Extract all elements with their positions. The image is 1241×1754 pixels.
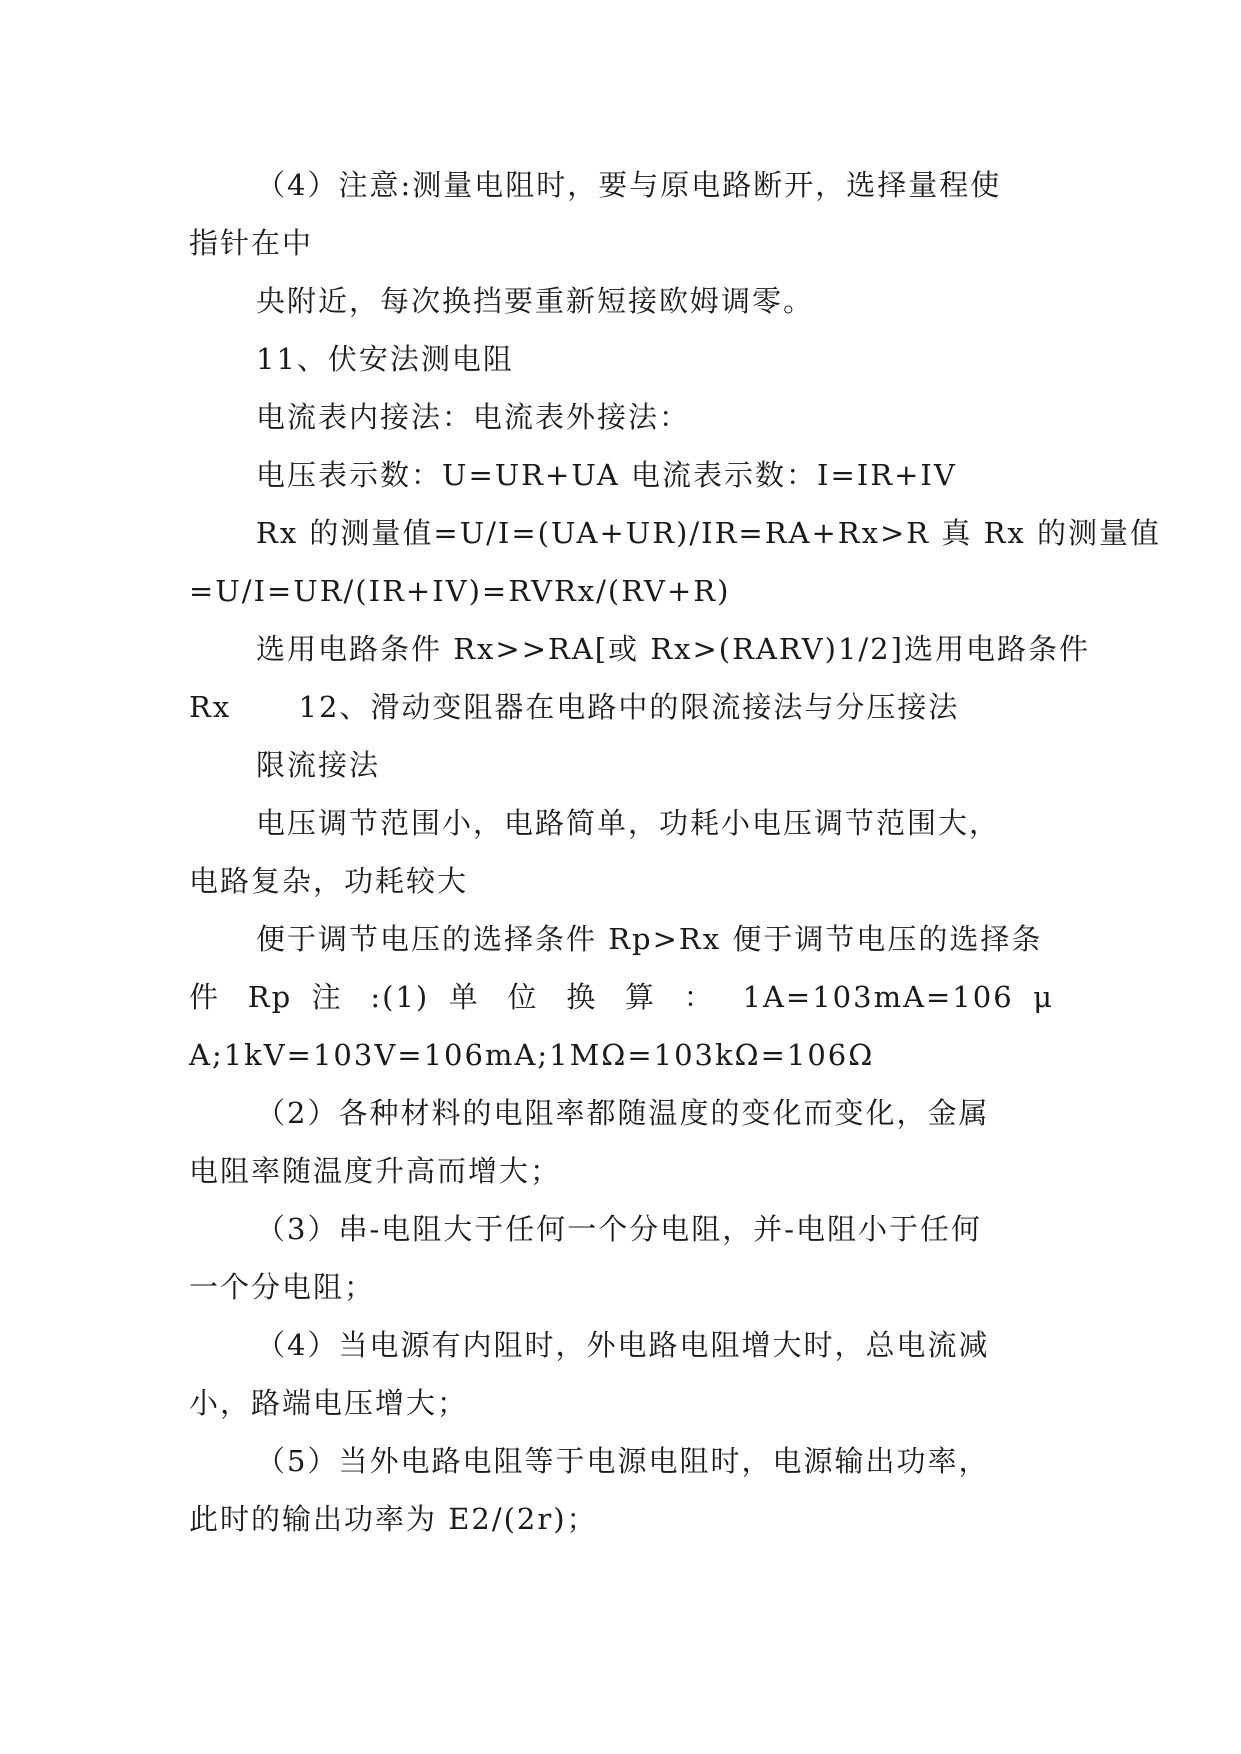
paragraph-line: Rx 的测量值=U/I=(UA+UR)/IR=RA+Rx>R 真 Rx 的测量值 — [256, 516, 1161, 550]
paragraph-line: =U/I=UR/(IR+IV)=RVRx/(RV+R) — [189, 574, 731, 608]
paragraph-line: 电压调节范围小，电路简单，功耗小电压调节范围大， — [256, 806, 1001, 840]
paragraph-line: 一个分电阻； — [189, 1270, 376, 1304]
paragraph-line: （5）当外电路电阻等于电源电阻时，电源输出功率， — [256, 1444, 990, 1478]
paragraph-line: A;1kV=103V=106mA;1MΩ=103kΩ=106Ω — [189, 1038, 875, 1072]
paragraph-line: （4）注意:测量电阻时，要与原电路断开，选择量程使 — [256, 168, 1002, 202]
paragraph-line: 件 Rp 注 :(1) 单 位 换 算 ： 1A=103mA=106 μ — [189, 980, 1054, 1014]
paragraph-line: （3）串-电阻大于任何一个分电阻，并-电阻小于任何 — [256, 1212, 983, 1246]
paragraph-line: 央附近，每次换挡要重新短接欧姆调零。 — [256, 284, 815, 318]
paragraph-line: 电路复杂，功耗较大 — [189, 864, 469, 898]
paragraph-line: （2）各种材料的电阻率都随温度的变化而变化，金属 — [256, 1096, 990, 1130]
paragraph-line: 电压表示数：U=UR+UA 电流表示数：I=IR+IV — [256, 458, 957, 492]
section-heading: Rx 12、滑动变阻器在电路中的限流接法与分压接法 — [189, 690, 960, 724]
paragraph-line: 电阻率随温度升高而增大； — [189, 1154, 562, 1188]
paragraph-line: 便于调节电压的选择条件 Rp>Rx 便于调节电压的选择条 — [256, 922, 1043, 956]
paragraph-line: （4）当电源有内阻时，外电路电阻增大时，总电流减 — [256, 1328, 990, 1362]
paragraph-line: 限流接法 — [256, 748, 381, 782]
paragraph-line: 选用电路条件 Rx>>RA[或 Rx>(RARV)1/2]选用电路条件 — [256, 632, 1090, 666]
paragraph-line: 指针在中 — [189, 226, 314, 260]
paragraph-line: 小，路端电压增大； — [189, 1386, 469, 1420]
paragraph-line: 电流表内接法：电流表外接法： — [256, 400, 691, 434]
paragraph-line: 此时的输出功率为 E2/(2r)； — [189, 1502, 598, 1536]
section-heading: 11、伏安法测电阻 — [256, 342, 514, 376]
